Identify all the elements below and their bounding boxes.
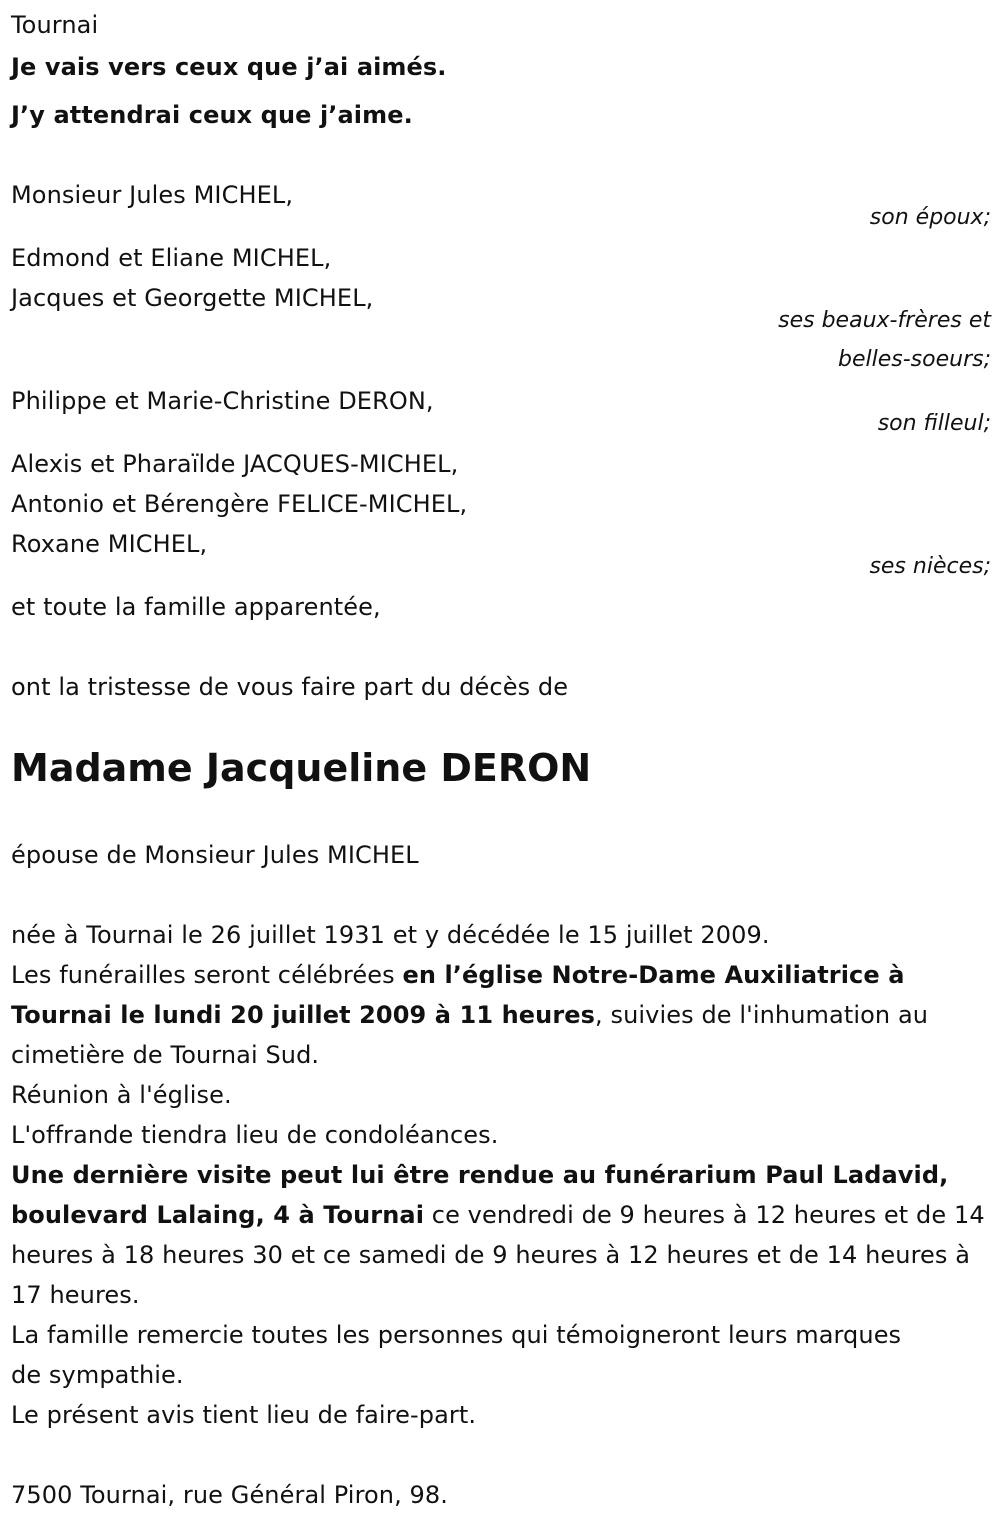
nieces-role: ses nièces; — [869, 554, 991, 579]
announcement-intro: ont la tristesse de vous faire part du décès de — [11, 673, 569, 701]
quote-line-2: J’y attendrai ceux que j’aime. — [11, 101, 413, 129]
thanks-text: La famille remercie toutes les personnes qui témoigneront leurs marques de sympathie. — [11, 1321, 902, 1389]
birth-death-text: née à Tournai le 26 juillet 1931 et y décédée le 15 juillet 2009. — [11, 921, 770, 949]
visit-text-post: ce vendredi de 9 heures à 12 heures et de 14 heures à 18 heures 30 et ce samedi de 9 heures à 12 heures et de 14 heures à 17 heures. — [11, 1201, 985, 1309]
niece-name: Antonio et Bérengère FELICE-MICHEL, — [11, 490, 468, 518]
visit-text-bold: Une dernière visite peut lui être rendue au funérarium Paul Ladavid, boulevard Lalaing, 4 à Tournai — [11, 1161, 949, 1229]
offering-text: L'offrande tiendra lieu de condoléances. — [11, 1121, 499, 1149]
funeral-paragraph — [11, 955, 993, 1075]
inlaw-name: Jacques et Georgette MICHEL, — [11, 284, 374, 312]
address-text: 7500 Tournai, rue Général Piron, 98. — [11, 1481, 449, 1509]
funeral-text-post: , suivies de l'inhumation au cimetière de Tournai Sud. — [11, 1001, 929, 1069]
quote-line-1: Je vais vers ceux que j’ai aimés. — [11, 53, 447, 81]
extended-family: et toute la famille apparentée, — [11, 593, 381, 621]
niece-name: Alexis et Pharaïlde JACQUES-MICHEL, — [11, 450, 459, 478]
godson-role: son filleul; — [877, 411, 991, 436]
funeral-text-pre: Les funérailles seront célébrées — [11, 961, 403, 989]
visit-paragraph — [11, 1155, 993, 1315]
meeting-text: Réunion à l'église. — [11, 1081, 232, 1109]
inlaw-name: Edmond et Eliane MICHEL, — [11, 244, 332, 272]
city-label: Tournai — [11, 11, 99, 39]
godson-name: Philippe et Marie-Christine DERON, — [11, 387, 434, 415]
spouse-name: Monsieur Jules MICHEL, — [11, 181, 294, 209]
funeral-text-bold: en l’église Notre-Dame Auxiliatrice à Tournai le lundi 20 juillet 2009 à 11 heures — [11, 961, 905, 1029]
deceased-name: Madame Jacqueline DERON — [11, 746, 592, 790]
spouse-role: son époux; — [869, 205, 991, 230]
notice-text: Le présent avis tient lieu de faire-part. — [11, 1401, 477, 1429]
inlaws-role-line-1: ses beaux-frères et — [778, 308, 991, 333]
inlaws-role-line-2: belles-soeurs; — [838, 347, 991, 372]
niece-name: Roxane MICHEL, — [11, 530, 208, 558]
spouse-of: épouse de Monsieur Jules MICHEL — [11, 841, 419, 869]
